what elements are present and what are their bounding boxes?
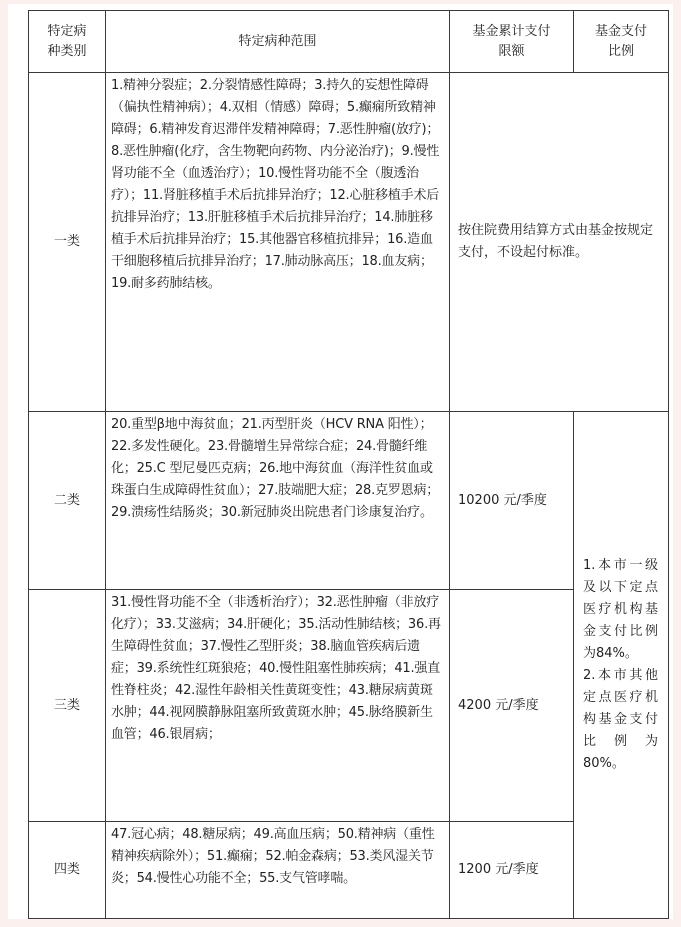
table-row [29,822,669,919]
ratio-cell: 1.本市一级及以下定点医疗机构基金支付比例为84%。 2.本市其他定点医疗机构基金支付比例为80%。 [574,412,669,919]
table-row [29,412,669,590]
scope-cell: 1.精神分裂症；2.分裂情感性障碍；3.持久的妄想性障碍（偏执性精神病）；4.双相（情感）障碍；5.癫痫所致精神障碍；6.精神发育迟滞伴发精神障碍；7.恶性肿瘤(放疗)；8.恶性肿瘤(化疗，含生物靶向药物、内分泌治疗)；9.慢性肾功能不全（血透治疗）；10.慢性肾功能不全（腹透治疗）；11.肾脏移植手术后抗排异治疗；12.心脏移植手术后抗排异治疗；13.肝脏移植手术后抗排异治疗；14.肺脏移植手术后抗排异治疗；15.其他器官移植抗排异；16.造血干细胞移植后抗排异治疗；17.肺动脉高压；18.血友病；19.耐多药肺结核。 [106,73,450,412]
limit-cell: 按住院费用结算方式由基金按规定支付，不设起付标准。 [450,73,669,412]
header-scope: 特定病种范围 [106,11,450,73]
scope-cell: 47.冠心病；48.糖尿病；49.高血压病；50.精神病（重性精神疾病除外）；51.癫痫；52.帕金森病；53.类风湿关节炎；54.慢性心功能不全；55.支气管哮喘。 [106,822,450,919]
limit-cell: 1200 元/季度 [450,822,574,919]
header-row [29,11,669,73]
limit-cell: 10200 元/季度 [450,412,574,590]
category-cell: 一类 [29,73,106,412]
category-cell: 四类 [29,822,106,919]
scope-cell: 31.慢性肾功能不全（非透析治疗）；32.恶性肿瘤（非放疗化疗）；33.艾滋病；34.肝硬化；35.活动性肺结核；36.再生障碍性贫血；37.慢性乙型肝炎；38.脑血管疾病后遗症；39.系统性红斑狼疮；40.慢性阻塞性肺疾病；41.强直性脊柱炎；42.湿性年龄相关性黄斑变性；43.糖尿病黄斑水肿；44.视网膜静脉阻塞所致黄斑水肿；45.脉络膜新生血管；46.银屑病； [106,590,450,822]
scope-cell: 20.重型β地中海贫血；21.丙型肝炎（HCV RNA 阳性）；22.多发性硬化。23.骨髓增生异常综合症；24.骨髓纤维化；25.C 型尼曼匹克病；26.地中海贫血（海洋性贫血或珠蛋白生成障碍性贫血）；27.肢端肥大症；28.克罗恩病；29.溃疡性结肠炎；30.新冠肺炎出院患者门诊康复治疗。 [106,412,450,590]
header-category: 特定病 种类别 [29,11,106,73]
category-cell: 三类 [29,590,106,822]
limit-cell: 4200 元/季度 [450,590,574,822]
header-ratio: 基金支付 比例 [574,11,669,73]
special-disease-table [28,10,669,919]
document-page [8,4,673,919]
table-row [29,73,669,412]
header-limit: 基金累计支付 限额 [450,11,574,73]
category-cell: 二类 [29,412,106,590]
table-row [29,590,669,822]
